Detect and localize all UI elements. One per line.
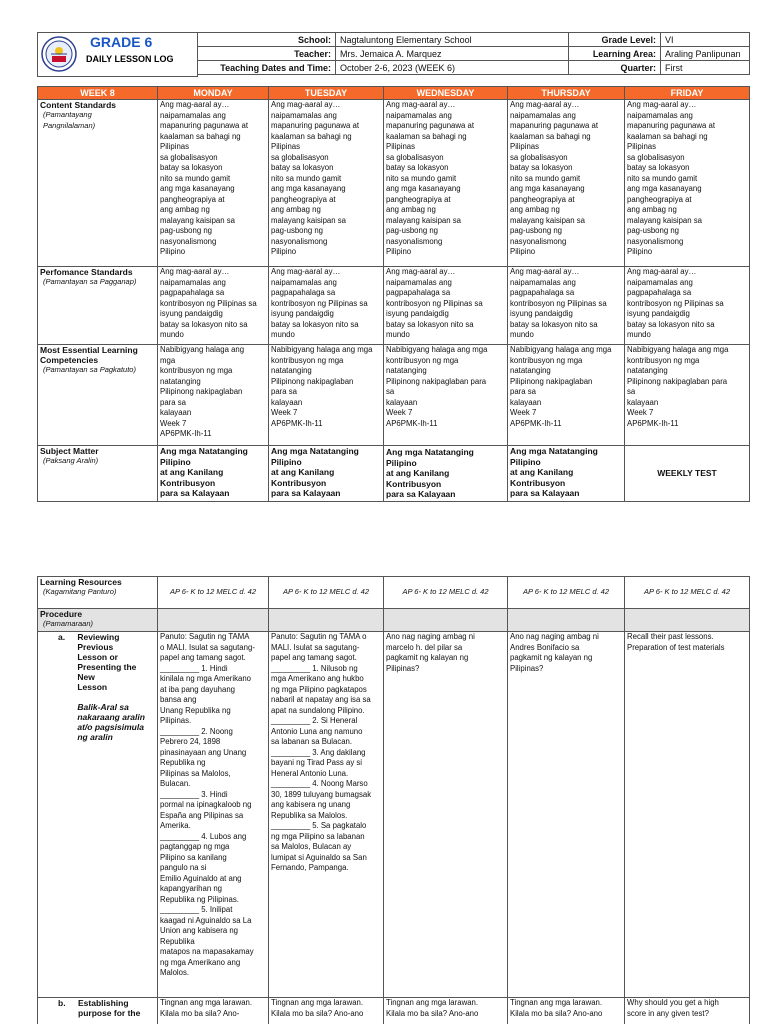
procedure-table bbox=[37, 576, 750, 1024]
purpose-thursday: Tingnan ang mga larawan. Kilala mo ba sila? Ano-ano bbox=[508, 998, 625, 1024]
review-row bbox=[38, 632, 750, 998]
subject-tuesday: Ang mga Natatanging Pilipino at ang Kanilang Kontribusyon para sa Kalayaan bbox=[269, 446, 384, 502]
subject-matter-row bbox=[38, 446, 750, 502]
melc-monday: Nabibigyang halaga ang mga kontribusyon ng mga natatanging Pilipinong nakipaglaban para sa kalayaan Week 7 AP6PMK-Ih-11 bbox=[158, 345, 269, 446]
subject-wednesday: Ang mga Natatanging Pilipino at ang Kanilang Kontribusyon para sa Kalayaan bbox=[384, 446, 508, 502]
performance-standards-row bbox=[38, 267, 750, 345]
purpose-monday: Tingnan ang mga larawan. Kilala mo ba sila? Ano- bbox=[158, 998, 269, 1024]
performance-thursday: Ang mag-aaral ay… naipamamalas ang pagpapahalaga sa kontribosyon ng Pilipinas sa isyung pandaigdig batay sa lokasyon nito sa mundo bbox=[508, 267, 625, 345]
learning-area-label: Learning Area: bbox=[569, 47, 661, 61]
row-label: Most Essential Learning Competencies bbox=[40, 345, 138, 365]
row-sublabel: (Paksang Aralin) bbox=[43, 456, 99, 465]
dates-value: October 2-6, 2023 (WEEK 6) bbox=[336, 61, 569, 75]
content-standards-row bbox=[38, 100, 750, 267]
resources-tuesday: AP 6- K to 12 MELC d. 42 bbox=[269, 577, 384, 609]
row-sublabel: (Kagamitang Panturo) bbox=[43, 587, 117, 596]
review-friday: Recall their past lessons. Preparation of test materials bbox=[625, 632, 750, 998]
review-sublabel: Balik-Aral sa nakaraang aralin at/o pagsisimula ng aralin bbox=[77, 702, 145, 742]
school-label: School: bbox=[198, 33, 336, 47]
learning-resources-row bbox=[38, 577, 750, 609]
review-thursday: Ano nag naging ambag ni Andres Bonifacio sa pagkamit ng kalayan ng Pilipinas? bbox=[508, 632, 625, 998]
performance-friday: Ang mag-aaral ay… naipamamalas ang pagpapahalaga sa kontribosyon ng Pilipinas sa isyung pandaigdig batay sa lokasyon nito sa mundo bbox=[625, 267, 750, 345]
review-wednesday: Ano nag naging ambag ni marcelo h. del pilar sa pagkamit ng kalayan ng Pilipinas? bbox=[384, 632, 508, 998]
resources-monday: AP 6- K to 12 MELC d. 42 bbox=[158, 577, 269, 609]
week-header: WEEK 8 bbox=[38, 87, 158, 100]
purpose-friday: Why should you get a high score in any given test? bbox=[625, 998, 750, 1024]
performance-wednesday: Ang mag-aaral ay… naipamamalas ang pagpapahalaga sa kontribosyon ng Pilipinas sa isyung pandaigdig batay sa lokasyon nito sa mundo bbox=[384, 267, 508, 345]
row-label: Procedure bbox=[40, 609, 83, 619]
row-sublabel: (Pamantayan sa Pagkatuto) bbox=[43, 365, 136, 374]
subject-thursday: Ang mga Natatanging Pilipino at ang Kanilang Kontribusyon para sa Kalayaan bbox=[508, 446, 625, 502]
subject-friday: WEEKLY TEST bbox=[625, 446, 750, 502]
standards-table bbox=[37, 86, 750, 502]
review-letter: a. bbox=[58, 632, 66, 642]
day-header-tuesday: TUESDAY bbox=[269, 87, 384, 100]
purpose-letter: b. bbox=[58, 998, 66, 1008]
row-label: Learning Resources bbox=[40, 577, 122, 587]
content-monday: Ang mag-aaral ay… naipamamalas ang mapanuring pagunawa at kaalaman sa bahagi ng Pilipinas sa globalisasyon batay sa lokasyon nito sa mundo gamit ang mga kasanayang pangheograpiya at ang ambag ng malayang kaisipan sa pag-usbong ng nasyonalismong Pilipino bbox=[158, 100, 269, 267]
school-info-table bbox=[197, 32, 750, 75]
content-thursday: Ang mag-aaral ay… naipamamalas ang mapanuring pagunawa at kaalaman sa bahagi ng Pilipinas sa globalisasyon batay sa lokasyon nito sa mundo gamit ang mga kasanayang pangheograpiya at ang ambag ng malayang kaisipan sa pag-usbong ng nasyonalismong Pilipino bbox=[508, 100, 625, 267]
quarter-value: First bbox=[661, 61, 750, 75]
row-label: Content Standards bbox=[40, 100, 117, 110]
subject-monday: Ang mga Natatanging Pilipino at ang Kanilang Kontribusyon para sa Kalayaan bbox=[158, 446, 269, 502]
melc-wednesday: Nabibigyang halaga ang mga kontribusyon ng mga natatanging Pilipinong nakipaglaban para sa kalayaan Week 7 AP6PMK-Ih-11 bbox=[384, 345, 508, 446]
logo-box bbox=[37, 32, 198, 77]
content-friday: Ang mag-aaral ay… naipamamalas ang mapanuring pagunawa at kaalaman sa bahagi ng Pilipinas sa globalisasyon batay sa lokasyon nito sa mundo gamit ang mga kasanayang pangheograpiya at ang ambag ng malayang kaisipan sa pag-usbong ng nasyonalismong Pilipino bbox=[625, 100, 750, 267]
resources-wednesday: AP 6- K to 12 MELC d. 42 bbox=[384, 577, 508, 609]
day-header-wednesday: WEDNESDAY bbox=[384, 87, 508, 100]
purpose-label: Establishing purpose for the bbox=[78, 998, 141, 1018]
log-title: DAILY LESSON LOG bbox=[86, 54, 174, 64]
review-label: Reviewing Previous Lesson or Presenting the New Lesson bbox=[77, 632, 137, 692]
performance-tuesday: Ang mag-aaral ay… naipamamalas ang pagpapahalaga sa kontribosyon ng Pilipinas sa isyung pandaigdig batay sa lokasyon nito sa mundo bbox=[269, 267, 384, 345]
content-wednesday: Ang mag-aaral ay… naipamamalas ang mapanuring pagunawa at kaalaman sa bahagi ng Pilipinas sa globalisasyon batay sa lokasyon nito sa mundo gamit ang mga kasanayang pangheograpiya at ang ambag ng malayang kaisipan sa pag-usbong ng nasyonalismong Pilipino bbox=[384, 100, 508, 267]
quarter-label: Quarter: bbox=[569, 61, 661, 75]
resources-friday: AP 6- K to 12 MELC d. 42 bbox=[625, 577, 750, 609]
grade-level-value: VI bbox=[661, 33, 750, 47]
row-sublabel: (Pamantayan sa Pagganap) bbox=[43, 277, 137, 286]
grade-level-label: Grade Level: bbox=[569, 33, 661, 47]
row-sublabel: (Pamantayang Pangnilalaman) bbox=[43, 110, 96, 130]
purpose-tuesday: Tingnan ang mga larawan. Kilala mo ba sila? Ano-ano bbox=[269, 998, 384, 1024]
teacher-value: Mrs. Jemaica A. Marquez bbox=[336, 47, 569, 61]
melc-thursday: Nabibigyang halaga ang mga kontribusyon ng mga natatanging Pilipinong nakipaglaban para sa kalayaan Week 7 AP6PMK-Ih-11 bbox=[508, 345, 625, 446]
learning-area-value: Araling Panlipunan bbox=[661, 47, 750, 61]
dates-label: Teaching Dates and Time: bbox=[198, 61, 336, 75]
melc-friday: Nabibigyang halaga ang mga kontribusyon ng mga natatanging Pilipinong nakipaglaban para sa kalayaan Week 7 AP6PMK-Ih-11 bbox=[625, 345, 750, 446]
content-tuesday: Ang mag-aaral ay… naipamamalas ang mapanuring pagunawa at kaalaman sa bahagi ng Pilipinas sa globalisasyon batay sa lokasyon nito sa mundo gamit ang mga kasanayang pangheograpiya at ang ambag ng malayang kaisipan sa pag-usbong ng nasyonalismong Pilipino bbox=[269, 100, 384, 267]
purpose-wednesday: Tingnan ang mga larawan. Kilala mo ba sila? Ano-ano bbox=[384, 998, 508, 1024]
lesson-log-header bbox=[37, 32, 750, 77]
procedure-row bbox=[38, 609, 750, 632]
melc-row bbox=[38, 345, 750, 446]
resources-thursday: AP 6- K to 12 MELC d. 42 bbox=[508, 577, 625, 609]
day-header-monday: MONDAY bbox=[158, 87, 269, 100]
grade-title: GRADE 6 bbox=[90, 34, 153, 50]
purpose-row bbox=[38, 998, 750, 1024]
teacher-label: Teacher: bbox=[198, 47, 336, 61]
day-header-thursday: THURSDAY bbox=[508, 87, 625, 100]
review-monday: Panuto: Sagutin ng TAMA o MALI. Isulat sa sagutang- papel ang tamang sagot. _________ 1. Hindi kinilala ng mga Amerikano at iba pang dayuhang bansa ang Unang Republika ng Pilipinas. _________ 2. Noong Pebrero 24, 1898 pinasinayaan ang Unang Republika ng Pilipinas sa Malolos, Bulacan. _________ 3. Hindi pormal na ipinagkaloob ng España ang Pilipinas sa Amerika. _________ 4. Lubos ang pagtanggap ng mga Pilipino sa kanilang pangulo na si Emilio Aguinaldo at ang kapangyarihan ng Republika ng Pilipinas. _________ 5. Inilipat kaagad ni Aguinaldo sa La Union ang kabisera ng Republika matapos na mapasakamay ng mga Amerikano ang Malolos. bbox=[158, 632, 269, 998]
school-value: Nagtaluntong Elementary School bbox=[336, 33, 569, 47]
day-header-friday: FRIDAY bbox=[625, 87, 750, 100]
review-tuesday: Panuto: Sagutin ng TAMA o MALI. Isulat sa sagutang- papel ang tamang sagot. _________ 1. Nilusob ng mga Amerikano ang hukbo ng mga Pilipino pagkatapos nabaril at napatay ang isa sa apat na sundalong Pilipino. _________ 2. Si Heneral Antonio Luna ang namuno sa labanan sa Bulacan. _________ 3. Ang dakilang bayani ng Tirad Pass ay si Heneral Antonio Luna. _________ 4. Noong Marso 30, 1899 tuluyang bumagsak ang kabisera ng unang Republika sa Malolos. _________ 5. Sa pagkatalo ng mga Pilipino sa labanan sa Malolos, Bulacan ay lumipat si Aguinaldo sa San Fernando, Pampanga. bbox=[269, 632, 384, 998]
performance-monday: Ang mag-aaral ay… naipamamalas ang pagpapahalaga sa kontribosyon ng Pilipinas sa isyung pandaigdig batay sa lokasyon nito sa mundo bbox=[158, 267, 269, 345]
melc-tuesday: Nabibigyang halaga ang mga kontribusyon ng mga natatanging Pilipinong nakipaglaban para sa kalayaan Week 7 AP6PMK-Ih-11 bbox=[269, 345, 384, 446]
row-label: Subject Matter bbox=[40, 446, 99, 456]
row-sublabel: (Pamamaraan) bbox=[43, 619, 94, 628]
row-label: Perfomance Standards bbox=[40, 267, 133, 277]
deped-seal-icon bbox=[41, 36, 77, 72]
